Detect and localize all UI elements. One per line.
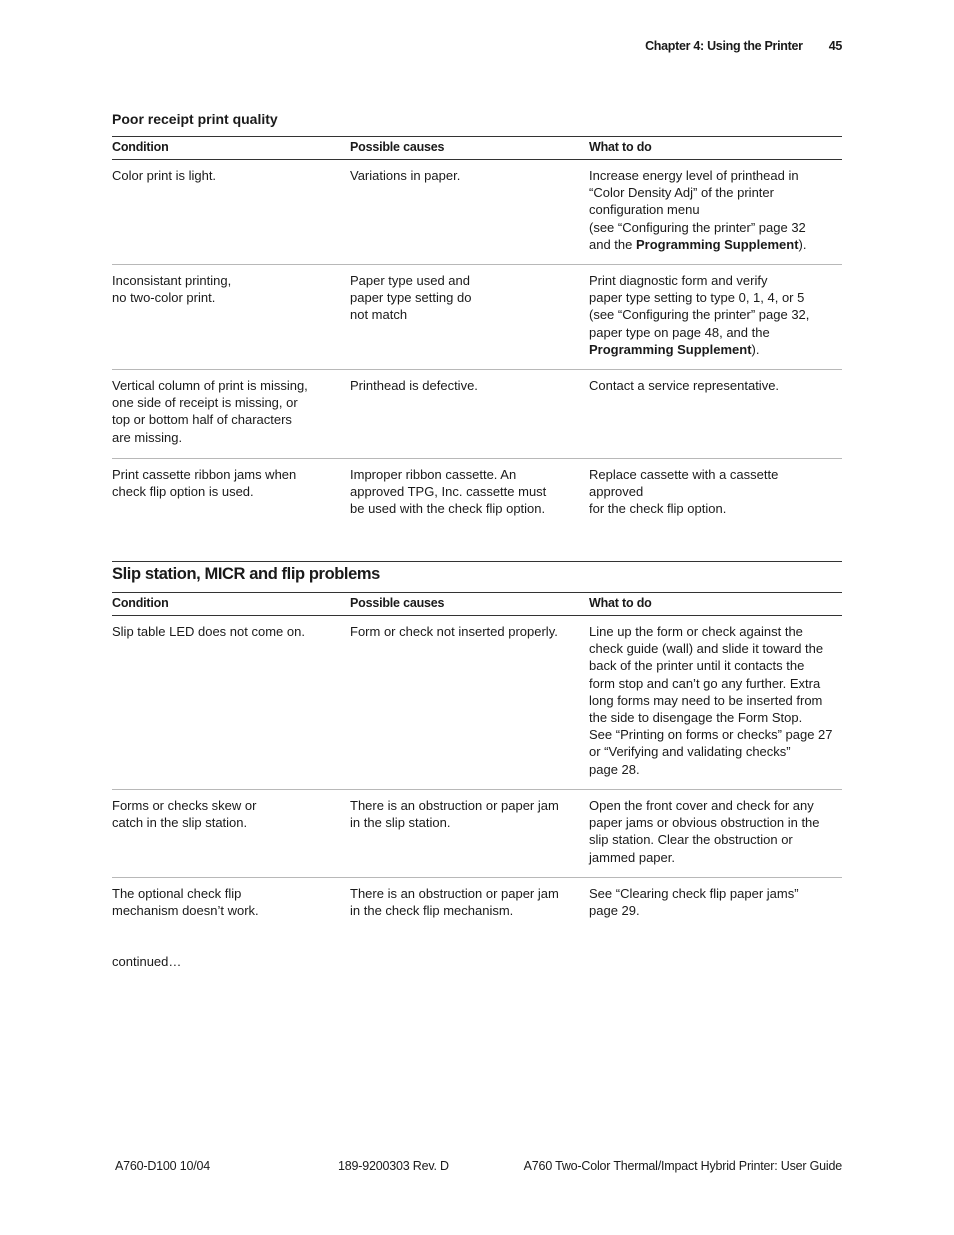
footer-guide-title: A760 Two-Color Thermal/Impact Hybrid Printer: User Guide: [523, 1159, 842, 1173]
table-header-row: [112, 593, 842, 616]
table-row: [112, 160, 842, 265]
receipt-quality-table: [112, 136, 842, 529]
section-title-receipt-quality: Poor receipt print quality: [112, 111, 278, 127]
condition-cell: Color print is light.: [112, 160, 350, 265]
condition-cell: The optional check flip mechanism doesn’t work.: [112, 886, 259, 919]
page-number: 45: [828, 39, 842, 53]
slip-station-table: [112, 592, 842, 938]
condition-cell: Print cassette ribbon jams when check flip option is used.: [112, 467, 297, 500]
column-header-condition: Condition: [112, 593, 350, 616]
table-row: [112, 878, 842, 938]
action-text-end: ).: [751, 341, 760, 357]
table-row: [112, 370, 842, 459]
action-cell: Line up the form or check against the check guide (wall) and slide it toward the back of the printer until it contacts the form stop and can’t go any further. Extra long forms may need to be inserted from the side to disengage the Form Stop. See “Printing on forms or checks” page 27 or “Verifying and validating checks” page 28.: [589, 616, 842, 790]
condition-cell: Forms or checks skew or catch in the slip station.: [112, 790, 350, 878]
column-header-causes: Possible causes: [350, 137, 589, 160]
footer-doc-code: A760-D100 10/04: [115, 1159, 210, 1173]
action-cell: [589, 370, 842, 459]
cause-cell: Improper ribbon cassette. An approved TPG, Inc. cassette must be used with the check flip option.: [350, 467, 547, 517]
action-cell: [589, 160, 842, 265]
action-text: Print diagnostic form and verify paper type setting to type 0, 1, 4, or 5 (see “Configuring the printer” page 32, paper type on page 48, and the: [589, 273, 810, 340]
condition-cell: Vertical column of print is missing, one side of receipt is missing, or top or bottom half of characters are missing.: [112, 370, 350, 459]
action-text-end: ).: [798, 236, 807, 252]
action-text: Contact a service representative.: [589, 378, 780, 393]
action-bold-ref: Programming Supplement: [589, 341, 752, 357]
action-text: Replace cassette with a cassette approved for the check flip option.: [589, 467, 779, 517]
table-row: [112, 616, 842, 790]
column-header-action: What to do: [589, 593, 842, 616]
cause-cell: Printhead is defective.: [350, 370, 589, 459]
action-cell: [589, 265, 842, 370]
table-row: [112, 265, 842, 370]
condition-cell: Slip table LED does not come on.: [112, 616, 350, 790]
action-cell: See “Clearing check flip paper jams” page 29.: [589, 886, 799, 919]
column-header-action: What to do: [589, 137, 842, 160]
continued-note: continued…: [112, 954, 182, 969]
column-header-condition: Condition: [112, 137, 350, 160]
cause-cell: Form or check not inserted properly.: [350, 616, 589, 790]
cause-cell: There is an obstruction or paper jam in the check flip mechanism.: [350, 886, 559, 919]
table-row: [112, 790, 842, 878]
cause-cell: Variations in paper.: [350, 160, 589, 265]
action-cell: [589, 459, 842, 529]
column-header-causes: Possible causes: [350, 593, 589, 616]
cause-cell: There is an obstruction or paper jam in the slip station.: [350, 790, 589, 878]
footer-part-number: 189-9200303 Rev. D: [338, 1159, 449, 1173]
action-text: Increase energy level of printhead in “Color Density Adj” of the printer configuration menu (see “Configuring the printer” page 32 and the: [589, 168, 806, 252]
table-row: [112, 459, 842, 529]
condition-cell: Inconsistant printing, no two-color print.: [112, 265, 350, 370]
running-header: [645, 39, 842, 53]
cause-cell: Paper type used and paper type setting do not match: [350, 265, 589, 370]
chapter-title: Chapter 4: Using the Printer: [645, 39, 803, 53]
action-cell: Open the front cover and check for any paper jams or obvious obstruction in the slip station. Clear the obstruction or jammed paper.: [589, 790, 842, 878]
table-header-row: [112, 137, 842, 160]
section-title-slip-station: Slip station, MICR and flip problems: [112, 565, 380, 583]
action-bold-ref: Programming Supplement: [636, 236, 799, 252]
